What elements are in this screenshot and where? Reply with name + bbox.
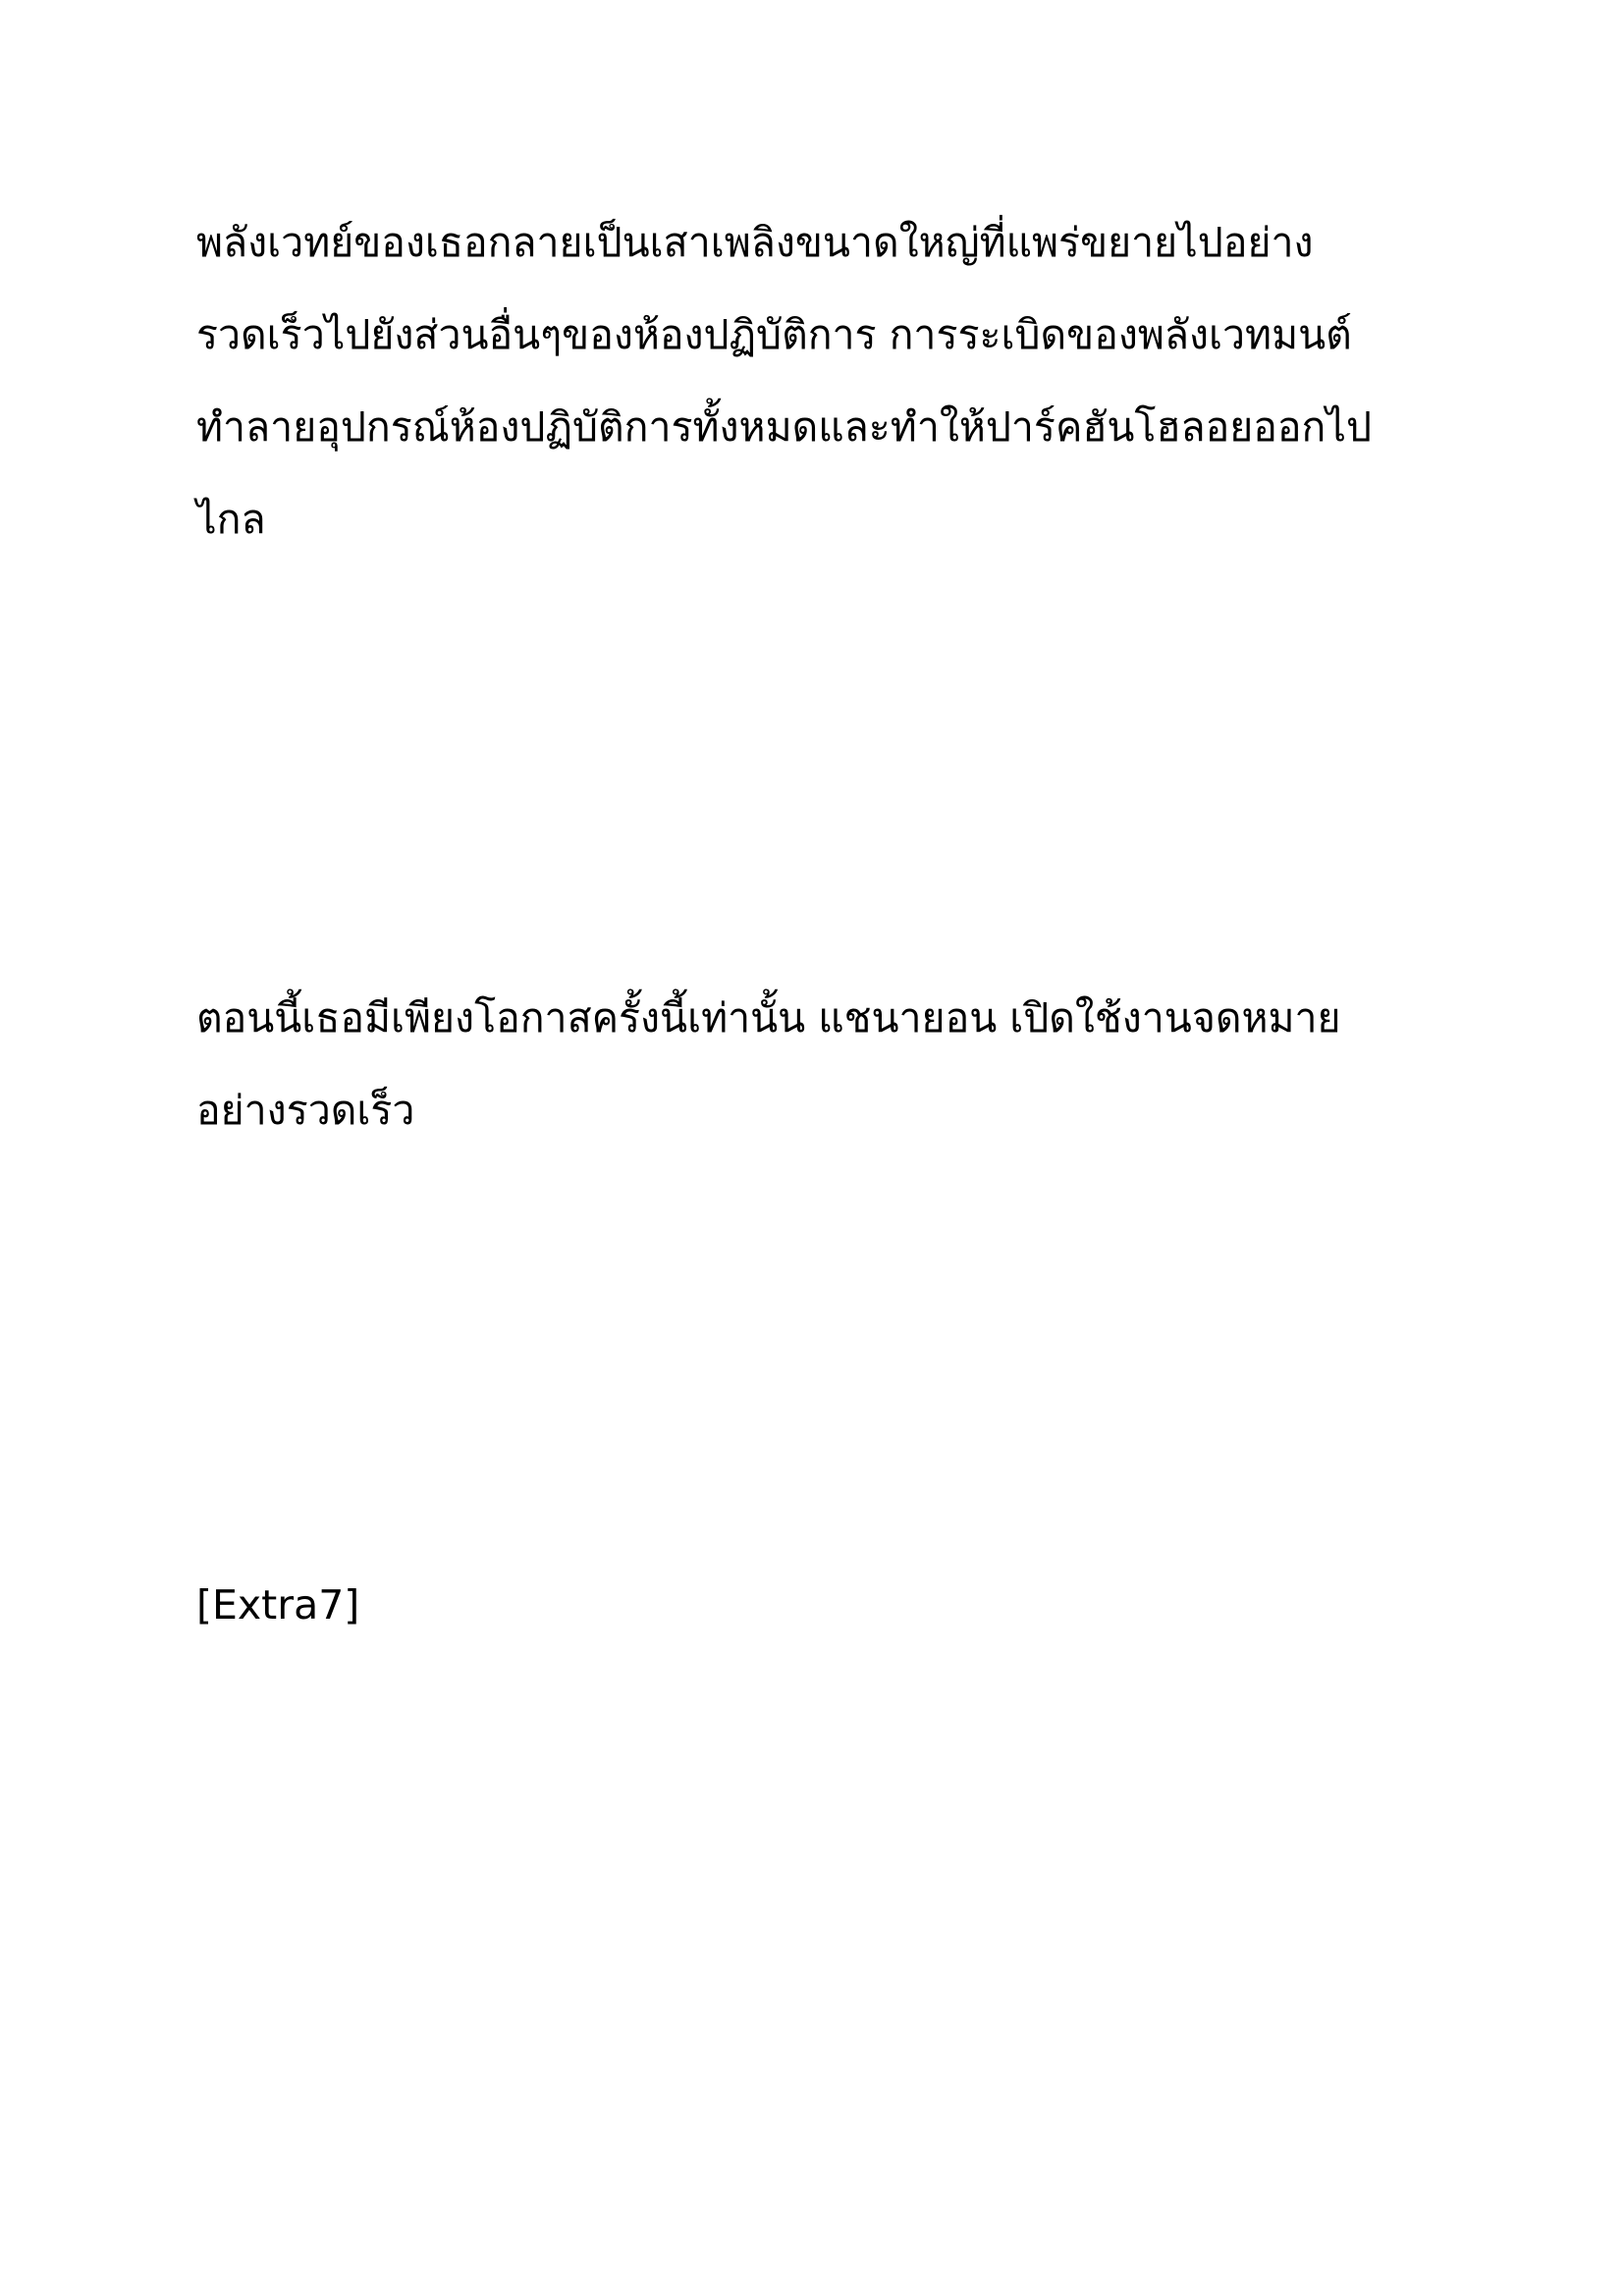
paragraph-2 xyxy=(196,972,1463,1156)
chapter-marker: [Extra7] xyxy=(196,1581,360,1629)
paragraph-3 xyxy=(196,1559,1463,1651)
paragraph-line: พลังเวทย์ของเธอกลายเป็นเสาเพลิงขนาดใหญ่ที่แพร่ขยายไปอย่าง xyxy=(196,219,1314,266)
paragraph-line: ตอนนี้เธอมีเพียงโอกาสครั้งนี้เท่านั้น แชนายอน เปิดใช้งานจดหมาย xyxy=(196,994,1341,1041)
paragraph-line: อย่างรวดเร็ว xyxy=(196,1087,415,1134)
paragraph-line: ไกล xyxy=(196,496,266,543)
paragraph-1 xyxy=(196,196,1463,565)
paragraph-line: รวดเร็วไปยังส่วนอื่นๆของห้องปฏิบัติการ การระเบิดของพลังเวทมนต์ xyxy=(196,311,1352,358)
paragraph-line: ทำลายอุปกรณ์ห้องปฏิบัติการทั้งหมดและทำให้ปาร์คฮันโฮลอยออกไป xyxy=(196,403,1372,451)
